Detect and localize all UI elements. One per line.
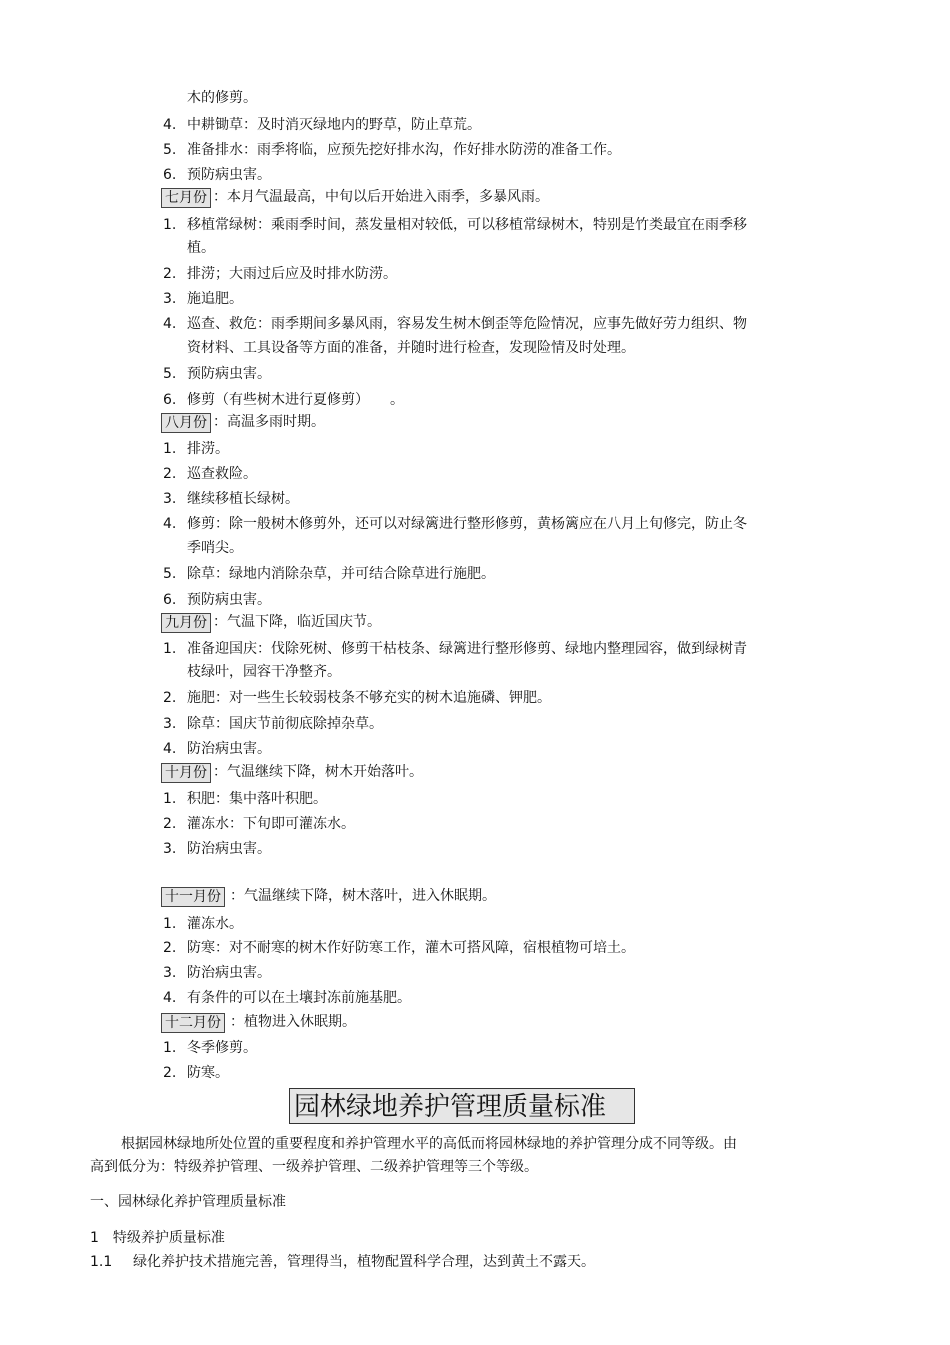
list-number: 2. — [163, 466, 177, 482]
list-item: 除草：国庆节前彻底除掉杂草。 — [187, 716, 383, 732]
month-heading-november: 十一月份 — [161, 887, 225, 907]
month-heading-october: 十月份 — [161, 763, 211, 783]
document-title: 园林绿地养护管理质量标准 — [289, 1088, 635, 1124]
list-item: 防治病虫害。 — [187, 841, 271, 857]
month-description: ：高温多雨时期。 — [213, 414, 325, 430]
list-number: 1. — [163, 791, 177, 807]
item-text: 绿化养护技术措施完善，管理得当，植物配置科学合理，达到黄土不露天。 — [133, 1254, 595, 1270]
list-item: 积肥：集中落叶积肥。 — [187, 791, 327, 807]
list-number: 4. — [163, 741, 177, 757]
list-item: 预防病虫害。 — [187, 592, 271, 608]
list-item: 防寒。 — [187, 1065, 229, 1081]
list-item: 移植常绿树：乘雨季时间，蒸发量相对较低，可以移植常绿树木，特别是竹类最宜在雨季移 — [187, 217, 747, 233]
list-number: 3. — [163, 291, 177, 307]
list-item: 预防病虫害。 — [187, 366, 271, 382]
list-number: 6. — [163, 592, 177, 608]
list-number: 1. — [163, 441, 177, 457]
list-item: 修剪：除一般树木修剪外，还可以对绿篱进行整形修剪，黄杨篱应在八月上旬修完，防止冬 — [187, 516, 747, 532]
list-item: 继续移植长绿树。 — [187, 491, 299, 507]
list-number: 6. — [163, 392, 177, 408]
list-number: 3. — [163, 491, 177, 507]
list-number: 6. — [163, 167, 177, 183]
list-item: 巡查、救危：雨季期间多暴风雨，容易发生树木倒歪等危险情况，应事先做好劳力组织、物 — [187, 316, 747, 332]
list-item: 施肥：对一些生长较弱枝条不够充实的树木追施磷、钾肥。 — [187, 690, 551, 706]
section-heading: 一、园林绿化养护管理质量标准 — [90, 1194, 286, 1210]
month-heading-july: 七月份 — [161, 188, 211, 208]
list-number: 5. — [163, 142, 177, 158]
list-item: 有条件的可以在土壤封冻前施基肥。 — [187, 990, 411, 1006]
list-number: 4. — [163, 316, 177, 332]
month-description: ：本月气温最高，中旬以后开始进入雨季，多暴风雨。 — [213, 189, 549, 205]
list-item: 防寒：对不耐寒的树木作好防寒工作，灌木可搭风障，宿根植物可培土。 — [187, 940, 635, 956]
list-item: 灌冻水：下旬即可灌冻水。 — [187, 816, 355, 832]
list-number: 5. — [163, 366, 177, 382]
list-item-continued: 资材料、工具设备等方面的准备，并随时进行检查，发现险情及时处理。 — [187, 340, 635, 356]
list-number: 1. — [163, 217, 177, 233]
subsection-heading: 1 特级养护质量标准 — [90, 1230, 225, 1246]
list-item: 排涝；大雨过后应及时排水防涝。 — [187, 266, 397, 282]
list-number: 2. — [163, 690, 177, 706]
list-number: 4. — [163, 516, 177, 532]
intro-paragraph-line2: 高到低分为：特级养护管理、一级养护管理、二级养护管理等三个等级。 — [90, 1159, 538, 1175]
list-item: 准备迎国庆：伐除死树、修剪干枯枝条、绿篱进行整形修剪、绿地内整理园容，做到绿树青 — [187, 641, 747, 657]
month-description: ：气温下降，临近国庆节。 — [213, 614, 381, 630]
list-item: 防治病虫害。 — [187, 741, 271, 757]
list-number: 2. — [163, 816, 177, 832]
list-number: 5. — [163, 566, 177, 582]
list-number: 4. — [163, 990, 177, 1006]
month-description: ：植物进入休眠期。 — [230, 1014, 356, 1030]
month-heading-september: 九月份 — [161, 613, 211, 633]
month-heading-august: 八月份 — [161, 413, 211, 433]
list-number: 2. — [163, 940, 177, 956]
list-number: 2. — [163, 1065, 177, 1081]
list-item-continued: 植。 — [187, 240, 215, 256]
month-description: ：气温继续下降，树木开始落叶。 — [213, 764, 423, 780]
month-description: ：气温继续下降，树木落叶，进入休眠期。 — [230, 888, 496, 904]
list-item: 准备排水：雨季将临，应预先挖好排水沟，作好排水防涝的准备工作。 — [187, 142, 621, 158]
list-item: 防治病虫害。 — [187, 965, 271, 981]
continuation-text: 木的修剪。 — [187, 90, 257, 106]
list-number: 3. — [163, 841, 177, 857]
list-item-continued: 季哨尖。 — [187, 540, 243, 556]
list-number: 1. — [163, 641, 177, 657]
list-item-continued: 枝绿叶，园容干净整齐。 — [187, 664, 341, 680]
list-number: 3. — [163, 965, 177, 981]
list-item: 排涝。 — [187, 441, 229, 457]
list-number: 4. — [163, 117, 177, 133]
list-number: 1. — [163, 916, 177, 932]
list-item: 中耕锄草：及时消灭绿地内的野草，防止草荒。 — [187, 117, 481, 133]
list-number: 1. — [163, 1040, 177, 1056]
intro-paragraph-line1: 根据园林绿地所处位置的重要程度和养护管理水平的高低而将园林绿地的养护管理分成不同等级。由 — [121, 1136, 737, 1152]
list-number: 3. — [163, 716, 177, 732]
list-item: 冬季修剪。 — [187, 1040, 257, 1056]
list-item: 除草：绿地内消除杂草，并可结合除草进行施肥。 — [187, 566, 495, 582]
list-number: 2. — [163, 266, 177, 282]
item-number: 1.1 — [90, 1254, 113, 1270]
list-item: 预防病虫害。 — [187, 167, 271, 183]
list-item: 灌冻水。 — [187, 916, 243, 932]
list-item: 巡查救险。 — [187, 466, 257, 482]
month-heading-december: 十二月份 — [161, 1013, 225, 1033]
list-item: 施追肥。 — [187, 291, 243, 307]
list-item: 修剪（有些树木进行夏修剪） 。 — [187, 392, 404, 408]
